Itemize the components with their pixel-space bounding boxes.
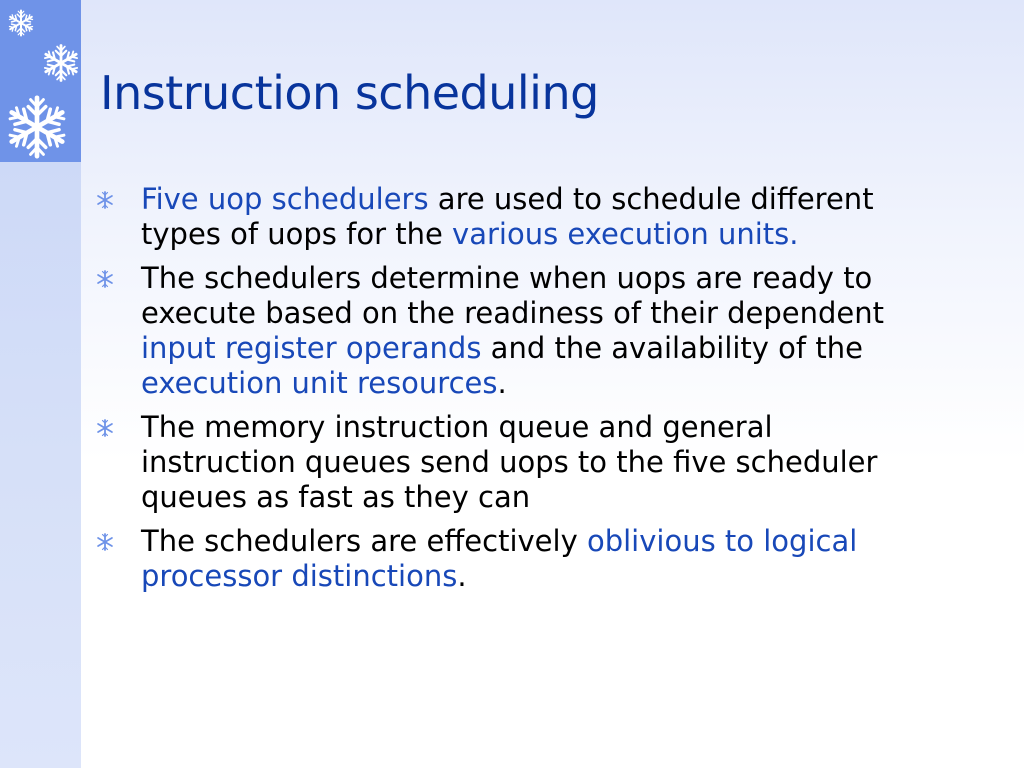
decorative-left-bar [0,162,81,768]
snowflake-bullet-icon [96,270,114,288]
snowflake-bullet-icon [96,419,114,437]
bullet-text: and the availability of the [481,331,863,365]
snowflake-large-icon [2,92,72,162]
bullet-highlight: Five uop schedulers [141,182,429,216]
bullet-item [96,182,936,252]
decorative-corner-block [0,0,81,162]
bullet-item [96,261,936,401]
bullet-text: The schedulers are effectively [141,524,587,558]
bullet-highlight: oblivious to logical processor distinctions [141,524,858,593]
snowflake-medium-icon [40,42,82,84]
bullet-item [96,524,936,594]
bullet-text: The schedulers determine when uops are ready to execute based on the readiness of their dependent [141,261,884,330]
slide-title: Instruction scheduling [100,66,599,120]
bullet-highlight: input register operands [141,331,482,365]
bullet-highlight: execution unit resources [141,366,498,400]
bullet-text: . [457,559,467,593]
bullet-list [96,182,936,603]
bullet-item [96,410,936,515]
snowflake-bullet-icon [96,533,114,551]
bullet-text: are used to schedule different types of uops for the [141,182,874,251]
bullet-text: . [497,366,507,400]
snowflake-bullet-icon [96,191,114,209]
snowflake-small-icon [6,8,36,38]
bullet-highlight: various execution units. [452,217,799,251]
bullet-text: The memory instruction queue and general instruction queues send uops to the five scheduler queues as fast as they can [141,410,878,514]
